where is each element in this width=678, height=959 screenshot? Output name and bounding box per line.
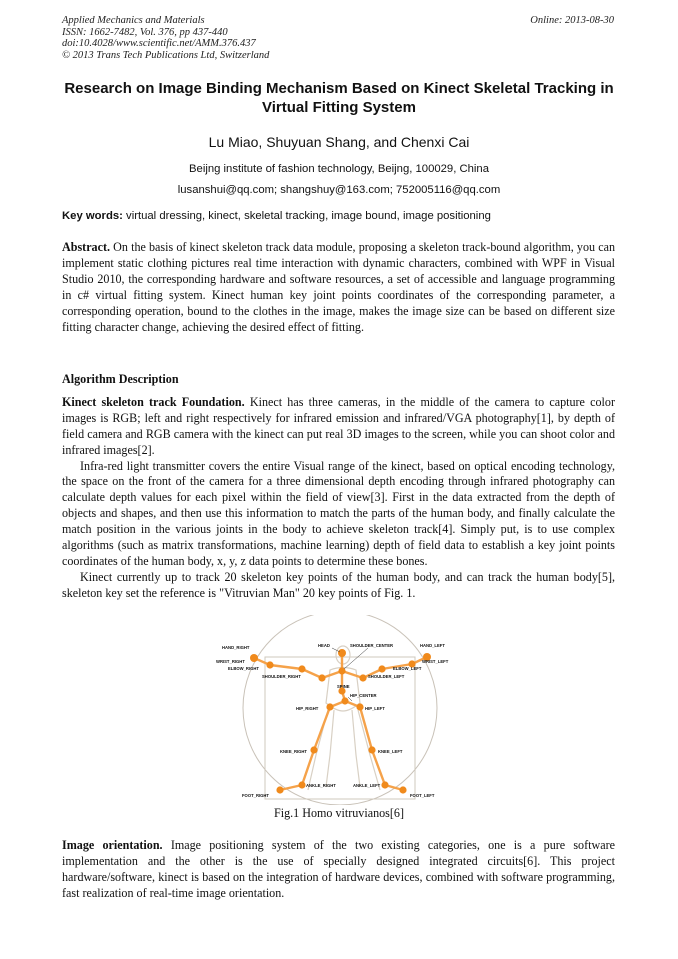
label-hand-left: HAND_LEFT [420, 643, 445, 648]
label-foot-left: FOOT_LEFT [410, 793, 435, 798]
subsection-label: Image orientation. [62, 838, 163, 852]
joint-knee-left [368, 746, 375, 753]
label-head: HEAD [318, 643, 330, 648]
joint-hip-right [326, 703, 333, 710]
joint-shoulder-right [318, 674, 325, 681]
joint-hand-right [250, 654, 258, 662]
joint-knee-right [310, 746, 317, 753]
abstract-text: On the basis of kinect skeleton track data module, proposing a skeleton track-bound algorithm, you can implement static clothing pictures real time interaction with dynamic characters, combined with WPF in Visual Studio 2010, the corresponding hardware and software resources, a set of accessible and language programming in c# virtual fitting system. Kinect human key joint points coordinates of the corresponding parameter, a corresponding operation, bound to the clothes in the image, makes the image size can be based on different size fitting character change, achieving the desired effect of fitting. [62, 240, 615, 334]
abstract-label: Abstract. [62, 240, 111, 254]
label-elbow-right: ELBOW_RIGHT [228, 666, 259, 671]
subsection-label: Kinect skeleton track Foundation. [62, 394, 245, 409]
paragraph: Image positioning system of the two existing categories, one is a pure software implementation and the other is the use of specially designed integrated circuits[6]. This project hardware/software, kinect is based on the integration of hardware devices, combined with software programming, fast realization of real-time image orientation. [62, 838, 615, 900]
authors: Lu Miao, Shuyuan Shang, and Chenxi Cai [208, 134, 470, 150]
label-spine: SPINE [337, 684, 350, 689]
journal-name: Applied Mechanics and Materials [62, 15, 205, 26]
joint-head [338, 649, 346, 657]
skeleton-diagram [210, 615, 470, 805]
section-heading: Algorithm Description [62, 372, 179, 386]
keywords-label: Key words: [62, 210, 123, 222]
section-algorithm [62, 372, 615, 602]
doi-line[interactable]: doi:10.4028/www.scientific.net/AMM.376.437 [62, 38, 256, 49]
author-emails[interactable]: lusanshui@qq.com; shangshuy@163.com; 752005116@qq.com [177, 184, 501, 196]
joint-foot-right [276, 786, 283, 793]
label-shoulder-left: SHOULDER_LEFT [368, 674, 405, 679]
paragraph: Infra-red light transmitter covers the entire Visual range of the kinect, based on optical encoding technology, the space on the front of the camera for a three dimensional depth encoding through infrared photography can calculate depth values for each pixel within the field of view[3]. First in the data extracted from the depth of objects and shapes, and then use this information to match the parts of the human body, and finally calculate the match position in the various joints in the body to achieve skeleton track[4]. Simply put, is to use complex algorithms (such as matrix transformations, machine learning) depth of field data to establish a key joint points coordinates of the human body, x, y, z data points to determine these bones. [62, 458, 615, 568]
label-knee-left: KNEE_LEFT [378, 749, 403, 754]
joint-hip-left [356, 703, 363, 710]
label-hip-right: HIP_RIGHT [296, 706, 319, 711]
keywords [62, 210, 618, 222]
joint-foot-left [399, 786, 406, 793]
joint-wrist-right [266, 661, 273, 668]
paragraph: Kinect currently up to track 20 skeleton key points of the human body, and can track the human body[5], skeleton key set the reference is "Vitruvian Man" 20 key points of Fig. 1. [62, 569, 615, 600]
copyright-line: © 2013 Trans Tech Publications Ltd, Switzerland [62, 49, 270, 61]
vitruvian-skeleton-figure [210, 615, 470, 805]
label-hip-center: HIP_CENTER [350, 693, 377, 698]
issn-line: ISSN: 1662-7482, Vol. 376, pp 437-440 [62, 26, 228, 38]
paper-title: Research on Image Binding Mechanism Based on Kinect Skeletal Tracking in Virtual Fitting System [64, 80, 614, 116]
affiliation: Beijng institute of fashion technology, Beijng, 100029, China [189, 163, 489, 175]
section-image-orientation [62, 838, 615, 902]
label-elbow-left: ELBOW_LEFT [393, 666, 422, 671]
label-shoulder-right: SHOULDER_RIGHT [262, 674, 301, 679]
label-foot-right: FOOT_RIGHT [242, 793, 269, 798]
joint-shoulder-left [359, 674, 366, 681]
joint-ankle-left [381, 781, 388, 788]
label-knee-right: KNEE_RIGHT [280, 749, 307, 754]
joint-elbow-right [298, 665, 305, 672]
joint-elbow-left [378, 665, 385, 672]
online-date: Online: 2013-08-30 [530, 15, 614, 26]
figure-caption: Fig.1 Homo vitruvianos[6] [273, 806, 404, 820]
label-wrist-right: WRIST_RIGHT [216, 659, 245, 664]
keywords-text: virtual dressing, kinect, skeletal tracking, image bound, image positioning [126, 210, 491, 222]
paragraph: Kinect has three cameras, in the middle of the camera to capture color images is RGB; left and right respectively for infrared emission and infrared/VGA photography[1], by depth of field camera and RGB camera with the kinect can put real 3D images to the screen, while you can shoot color and infrared images[2]. [62, 394, 615, 457]
abstract [62, 240, 615, 335]
label-hip-left: HIP_LEFT [365, 706, 385, 711]
label-wrist-left: WRIST_LEFT [422, 659, 449, 664]
label-ankle-right: ANKLE_RIGHT [306, 783, 336, 788]
joint-hip-center [341, 697, 348, 704]
label-ankle-left: ANKLE_LEFT [353, 783, 381, 788]
label-shoulder-center: SHOULDER_CENTER [350, 643, 394, 648]
label-hand-right: HAND_RIGHT [222, 645, 250, 650]
joint-ankle-right [298, 781, 305, 788]
journal-header [62, 15, 269, 61]
